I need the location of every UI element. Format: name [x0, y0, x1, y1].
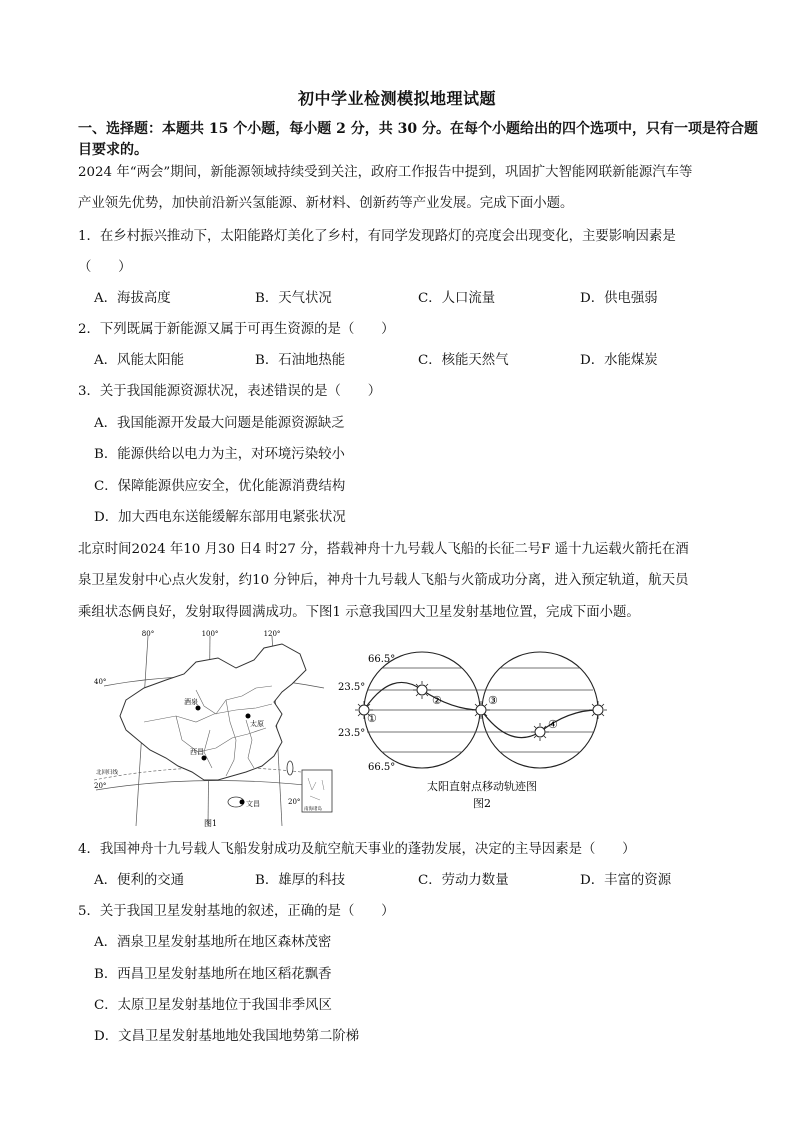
- lat-235n-label: 23.5°: [338, 682, 366, 693]
- figure-1-caption: 图1: [204, 819, 218, 828]
- xichang-label: 西昌: [190, 748, 204, 756]
- figure-2-subtitle: 太阳直射点移动轨迹图: [427, 780, 537, 793]
- wenchang-label: 文昌: [246, 800, 260, 808]
- q5-option-b: B．西昌卫星发射基地所在地区稻花飘香: [94, 967, 332, 982]
- q1-option-b: B．天气状况: [255, 291, 332, 306]
- q5-option-d: D．文昌卫星发射基地地处我国地势第二阶梯: [94, 1029, 360, 1044]
- q3-option-a: A．我国能源开发最大问题是能源资源缺乏: [94, 416, 345, 431]
- jiuquan-dot: [196, 706, 201, 711]
- lon-100-label: 100°: [201, 630, 219, 638]
- lat-665n-label: 66.5°: [368, 654, 396, 665]
- q3-option-c: C．保障能源供应安全，优化能源消费结构: [94, 479, 346, 494]
- intro1-line1: 2024 年“两会”期间，新能源领域持续受到关注，政府工作报告中提到，巩固扩大智能网联新能源汽车等: [78, 165, 693, 180]
- point-4-label: ④: [548, 718, 558, 731]
- tropic-label: 北回归线: [96, 770, 119, 776]
- lat-665s-label: 66.5°: [368, 762, 396, 773]
- china-launch-base-map: [86, 630, 344, 830]
- page-title: 初中学业检测模拟地理试题: [297, 89, 496, 108]
- taiyuan-label: 太原: [250, 720, 264, 728]
- q4-option-a: A．便利的交通: [94, 873, 185, 888]
- question-4-stem: 4．我国神舟十九号载人飞船发射成功及航空航天事业的蓬勃发展，决定的主导因素是（ ）: [78, 842, 636, 857]
- intro2-line3: 乘组状态俩良好，发射取得圆满成功。下图1 示意我国四大卫星发射基地位置，完成下面小题。: [78, 605, 640, 620]
- sun-track-diagram: [338, 640, 618, 816]
- south-sea-inset: [302, 770, 332, 812]
- question-2-stem: 2．下列既属于新能源又属于可再生资源的是（ ）: [78, 322, 395, 337]
- jiuquan-label: 酒泉: [184, 698, 198, 706]
- question-3-stem: 3．关于我国能源资源状况，表述错误的是（ ）: [78, 384, 382, 399]
- intro1-line2: 产业领先优势，加快前沿新兴氢能源、新材料、创新药等产业发展。完成下面小题。: [78, 196, 574, 211]
- q1-option-d: D．供电强弱: [580, 291, 658, 306]
- question-5-stem: 5．关于我国卫星发射基地的叙述，正确的是（ ）: [78, 904, 395, 919]
- parallel-20: [96, 780, 331, 790]
- point-3-label: ③: [488, 694, 498, 707]
- q1-option-a: A．海拔高度: [94, 291, 171, 306]
- question-1-stem: 1．在乡村振兴推动下，太阳能路灯美化了乡村，有同学发现路灯的亮度会出现变化，主要影响因素是: [78, 229, 676, 244]
- q5-option-a: A．酒泉卫星发射基地所在地区森林茂密: [94, 935, 332, 950]
- question-1-stem-cont: （ ）: [78, 260, 132, 275]
- q3-option-d: D．加大西电东送能缓解东部用电紧张状况: [94, 510, 346, 525]
- q4-option-d: D．丰富的资源: [580, 873, 672, 888]
- q2-option-b: B．石油地热能: [255, 353, 346, 368]
- point-1-label: ①: [367, 712, 377, 725]
- q2-option-c: C．核能天然气: [418, 353, 509, 368]
- q1-option-c: C．人口流量: [418, 291, 496, 306]
- point-2-label: ②: [432, 694, 442, 707]
- xichang-dot: [202, 756, 207, 761]
- lat-235s-label: 23.5°: [338, 728, 366, 739]
- q4-option-b: B．雄厚的科技: [255, 873, 346, 888]
- figure-2-caption: 图2: [473, 797, 491, 810]
- inset-label: 南海诸岛: [304, 807, 322, 812]
- lon-120-label: 120°: [263, 630, 281, 638]
- lat-40-label: 40°: [94, 678, 107, 686]
- q2-option-a: A．风能太阳能: [94, 353, 185, 368]
- intro2-line1: 北京时间2024 年10 月30 日4 时27 分，搭载神舟十九号载人飞船的长征二号F 遥十九运载火箭托在酒: [78, 542, 689, 557]
- intro2-line2: 泉卫星发射中心点火发射，约10 分钟后，神舟十九号载人飞船与火箭成功分离，进入预定轨道，航天员: [78, 573, 689, 588]
- lat-20-right-label: 20°: [288, 798, 301, 806]
- q5-option-c: C．太原卫星发射基地位于我国非季风区: [94, 998, 332, 1013]
- wenchang-dot: [240, 800, 245, 805]
- taiyuan-dot: [246, 714, 251, 719]
- lat-20-label: 20°: [94, 782, 107, 790]
- taiwan-island: [287, 761, 293, 775]
- q3-option-b: B．能源供给以电力为主，对环境污染较小: [94, 447, 345, 462]
- q4-option-c: C．劳动力数量: [418, 873, 509, 888]
- section-heading: 一、选择题：本题共 15 个小题，每小题 2 分，共 30 分。在每个小题给出的四个选项中，只有一项是符合题目要求的。: [78, 121, 758, 158]
- lon-80-label: 80°: [141, 630, 155, 638]
- q2-option-d: D．水能煤炭: [580, 353, 658, 368]
